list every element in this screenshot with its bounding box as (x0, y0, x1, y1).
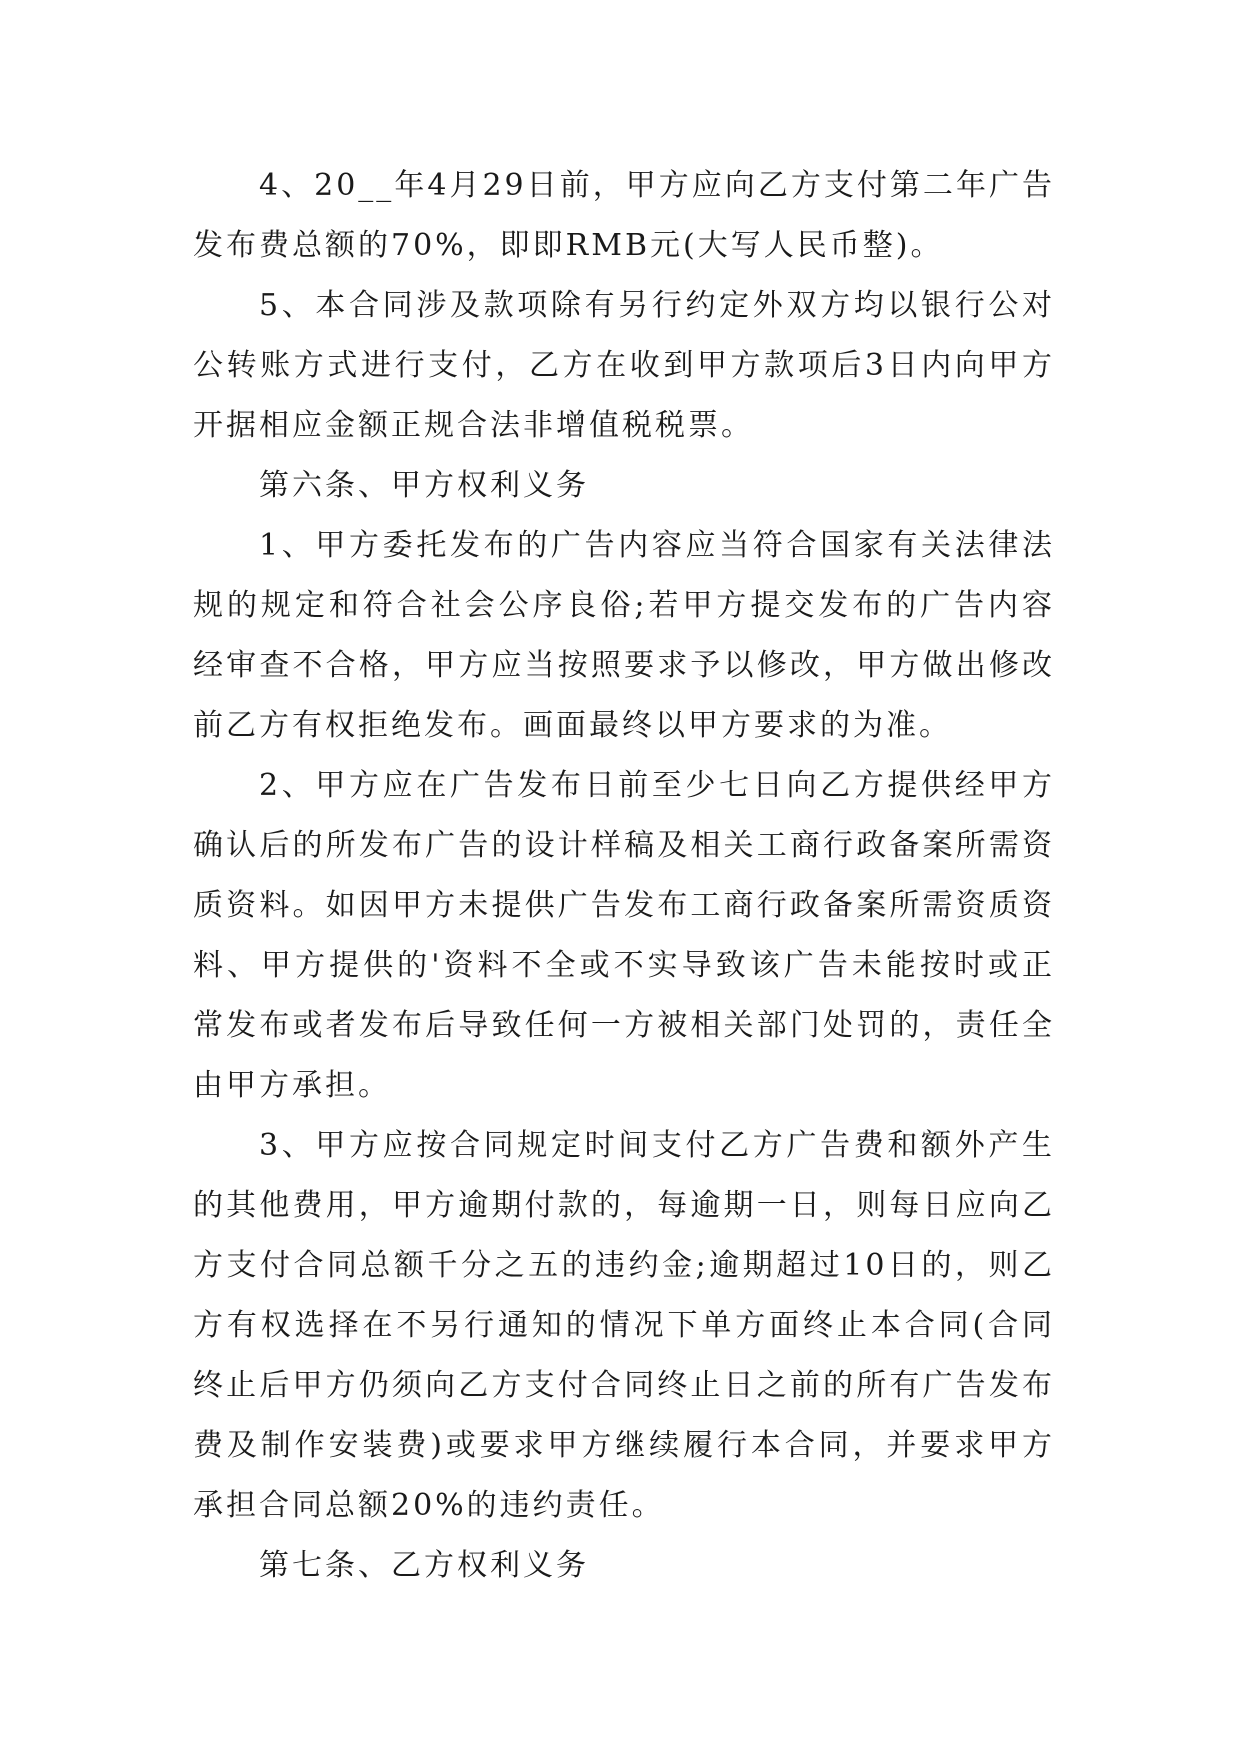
document-body (193, 156, 1055, 1596)
paragraph-party-a-clause-2: 2、甲方应在广告发布日前至少七日向乙方提供经甲方确认后的所发布广告的设计样稿及相关工商行政备案所需资质资料。如因甲方未提供广告发布工商行政备案所需资质资料、甲方提供的'资料不全或不实导致该广告未能按时或正常发布或者发布后导致任何一方被相关部门处罚的，责任全由甲方承担。 (193, 768, 1055, 1103)
paragraph-payment-clause-5: 5、本合同涉及款项除有另行约定外双方均以银行公对公转账方式进行支付，乙方在收到甲方款项后3日内向甲方开据相应金额正规合法非增值税税票。 (193, 288, 1055, 443)
paragraph-party-a-clause-1: 1、甲方委托发布的广告内容应当符合国家有关法律法规的规定和符合社会公序良俗;若甲方提交发布的广告内容经审查不合格，甲方应当按照要求予以修改，甲方做出修改前乙方有权拒绝发布。画面最终以甲方要求的为准。 (193, 528, 1055, 743)
paragraph-payment-clause-4: 4、20__年4月29日前，甲方应向乙方支付第二年广告发布费总额的70%，即即RMB元(大写人民币整)。 (193, 168, 1055, 263)
paragraph-party-a-clause-3: 3、甲方应按合同规定时间支付乙方广告费和额外产生的其他费用，甲方逾期付款的，每逾期一日，则每日应向乙方支付合同总额千分之五的违约金;逾期超过10日的，则乙方有权选择在不另行通知的情况下单方面终止本合同(合同终止后甲方仍须向乙方支付合同终止日之前的所有广告发布费及制作安装费)或要求甲方继续履行本合同，并要求甲方承担合同总额20%的违约责任。 (193, 1128, 1055, 1523)
section-heading-article-6: 第六条、甲方权利义务 (259, 468, 589, 503)
section-heading-article-7: 第七条、乙方权利义务 (259, 1548, 589, 1583)
